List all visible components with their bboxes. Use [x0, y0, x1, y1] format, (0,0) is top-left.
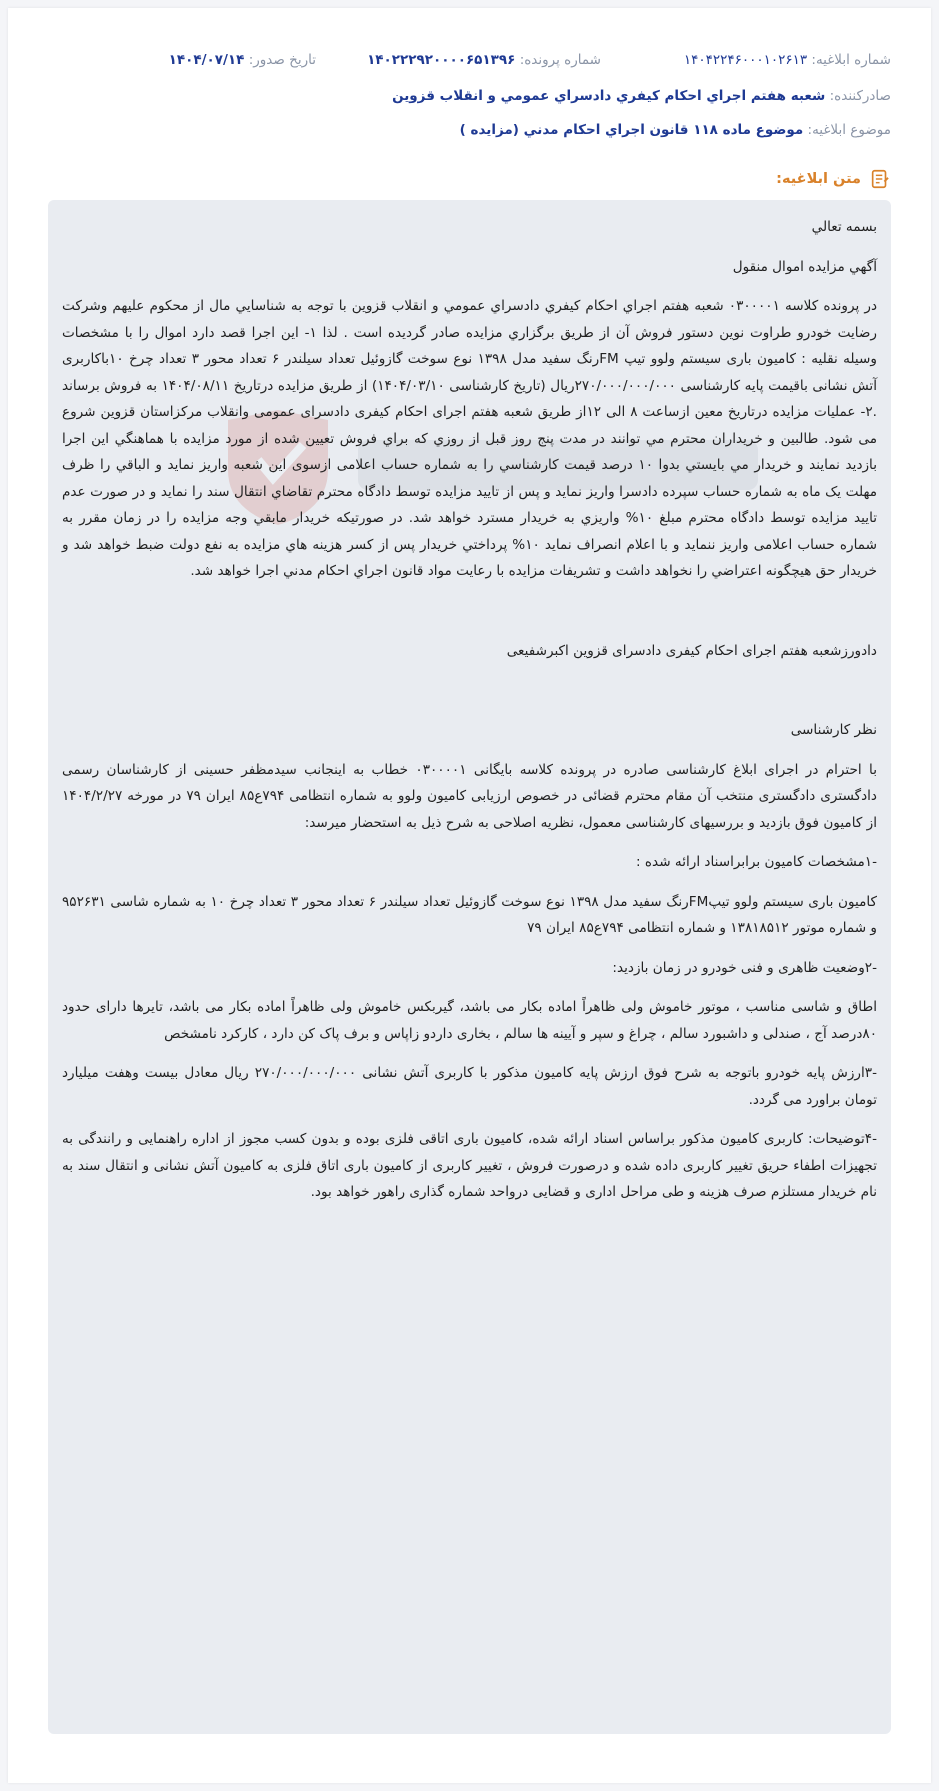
paragraph-auction-details: در پرونده كلاسه ۰۳۰۰۰۰۱ شعبه هفتم اجراي احكام كيفري دادسراي عمومي و انقلاب قزوين با توجه به شناسايي مال از محكوم عليهم وشركت رضايت خودرو طراوت نوين دستور فروش آن از طريق برگزاري مزايده صادر گرديده است . لذا ۱- اين اجرا قصد دارد اموال را با مشخصات وسيله نقليه : کامیون باری سیستم ولوو تیپ FMرنگ سفید مدل ۱۳۹۸ نوع سوخت گازوئیل تعداد سیلندر ۶ تعداد محور ۳ تعداد چرخ ۱۰باکاربری آتش نشانی باقیمت پایه کارشناسی ۲۷۰/۰۰۰/۰۰۰/۰۰۰ریال (تاریخ کارشناسی ۱۴۰۴/۰۳/۱۰) از طريق مزايده درتاريخ ۱۴۰۴/۰۸/۱۱ به فروش برساند .۲- عمليات مزايده درتاريخ معين ازساعت ۸ الی ۱۲از طريق شعبه هفتم اجرای احکام کیفری دادسرای عمومی وانقلاب مرکزاستان قزوین شروع می شود. طالبين و خريداران محترم مي توانند در مدت پنج روز قبل از روزي كه براي فروش تعيين شده از مورد مزايده با هماهنگي اين اجرا بازديد نمايند و خريدار مي بايستي بدوا ۱۰ درصد قيمت كارشناسي را به شماره حساب اعلامی ازسوی این شعبه واريز نمايد و الباقي را ظرف مهلت یک ماه به شماره حساب سپرده دادسرا واريز نمايد و پس از تاييد مزايده توسط دادگاه محترم تقاضاي انتقال سند را نمايد و در صورت عدم تاييد مزايده توسط دادگاه محترم مبلغ ۱۰% واريزي به خريدار مسترد خواهد شد. در صورتيكه خريدار مابقي وجه مزايده را در زمان مقرر به شماره حساب اعلامی واريز ننمايد و با اعلام انصراف نمايد ۱۰% پرداختي خريدار پس از كسر هزينه هاي مزايده به نفع دولت ضبط خواهد شد و خريدار حق هيچگونه اعتراضي را نخواهد داشت و تشريفات مزايده با رعايت مواد قانون اجراي احكام مدني اجرا خواهد شد.: [62, 298, 878, 579]
paragraph-opening: بسمه تعالي: [811, 219, 877, 235]
document-icon: [869, 168, 891, 190]
spacer: [62, 598, 877, 638]
issuer-value: شعبه هفتم اجراي احكام كيفري دادسراي عمومي و انقلاب قزوين: [392, 88, 826, 104]
paragraph-officer: دادورزشعبه هفتم اجرای احکام کیفری دادسرای قزوین اکبرشفیعی: [506, 642, 877, 659]
issue-date-label: تاریخ صدور:: [248, 52, 316, 68]
notice-heading: [776, 168, 891, 190]
case-number-label: شماره پرونده:: [519, 52, 601, 68]
subject-row: [48, 122, 891, 138]
notice-text: [62, 214, 877, 1206]
issue-date-value: ۱۴۰۴/۰۷/۱۴: [168, 52, 245, 68]
paragraph-title: آگهي مزايده اموال منقول: [732, 258, 877, 275]
notice-number-label: شماره ابلاغیه:: [811, 52, 891, 68]
paragraph-notes: -۴توضیحات: کاربری کامیون مذکور براساس اسناد ارائه شده، کامیون باری اتاقی فلزی بوده و بدون کسب مجوز از اداره راهنمایی و رانندگی به تجهیزات اطفاء حریق تغییر کاربری داده شده و درصورت فروش ، تغییر کاربری از کامیون باری اتاق فلزی به کامیون آتش نشانی و انتقال سند به نام خریدار مستلزم صرف هزینه و طی مراحل اداری و قضایی درواحد شماره گذاری راهور خواهد بود.: [62, 1131, 877, 1200]
paragraph-specs: کامیون باری سیستم ولوو تیپFMرنگ سفید مدل ۱۳۹۸ نوع سوخت گازوئیل تعداد سیلندر ۶ تعداد محور ۳ تعداد چرخ ۱۰ به شماره شاسی ۹۵۲۶۳۱ و شماره موتور ۱۳۸۱۸۵۱۲ و شماره انتظامی ۷۹۴ع۸۵ ایران ۷۹: [62, 893, 877, 936]
paragraph-expert-intro: با احترام در اجرای ابلاغ کارشناسی صادره در پرونده کلاسه بایگانی ۰۳۰۰۰۰۱ خطاب به اینجانب سیدمظفر حسینی از کارشناسان رسمی دادگستری دادگستری منتخب آن مقام محترم قضائی در خصوص ارزیابی کامیون ولوو به شماره انتظامی ۷۹۴ع۸۵ ایران ۷۹ در مورخه ۱۴۰۴/۲/۲۷ از کامیون فوق بازدید و بررسیهای کارشناسی معمول، نظریه اصلاحی به شرح ذیل به استحضار میرسد:: [62, 761, 877, 831]
issuer-row: [48, 88, 891, 104]
paragraph-expert-title: نظر کارشناسی: [790, 722, 877, 738]
notice-number: [684, 52, 891, 68]
paragraph-condition: اطاق و شاسی مناسب ، موتور خاموش ولی ظاهراً اماده بکار می باشد، گیربکس خاموش ولی ظاهراً اماده بکار می باشد، تایرها دارای حدود ۸۰درصد آج ، صندلی و داشبورد سالم ، چراغ و سپر و آیینه ها سالم ، بخاری داردو زاپاس و برف پاک کن دارد ، کارکرد نامشخص: [62, 999, 877, 1042]
paragraph-condition-heading: -۲وضعیت ظاهری و فنی خودرو در زمان بازدید:: [612, 959, 877, 976]
spacer: [62, 677, 877, 717]
notice-number-value: ۱۴۰۴۲۲۴۶۰۰۰۱۰۲۶۱۳: [683, 52, 808, 68]
notice-body: [48, 200, 891, 1734]
case-number: [367, 52, 601, 68]
subject-value: موضوع ماده ۱۱۸ قانون اجراي احكام مدني (مزايده ): [459, 122, 804, 138]
notice-page: [8, 8, 931, 1783]
issuer-label: صادرکننده:: [829, 88, 891, 104]
paragraph-value: -۳ارزش پایه خودرو باتوجه به شرح فوق ارزش پایه کامیون مذکور با کاربری آتش نشانی ۲۷۰/۰۰۰/۰۰۰/۰۰۰ ریال معادل بیست وهفت میلیارد تومان براورد می گردد.: [62, 1065, 877, 1108]
subject-label: موضوع ابلاغیه:: [807, 122, 891, 138]
issue-date: [169, 52, 316, 68]
case-number-value: ۱۴۰۲۲۲۹۲۰۰۰۰۶۵۱۳۹۶: [367, 52, 516, 68]
notice-heading-label: متن ابلاغیه:: [776, 171, 861, 187]
paragraph-spec-heading: -۱مشخصات کامیون برابراسناد ارائه شده :: [636, 854, 877, 870]
